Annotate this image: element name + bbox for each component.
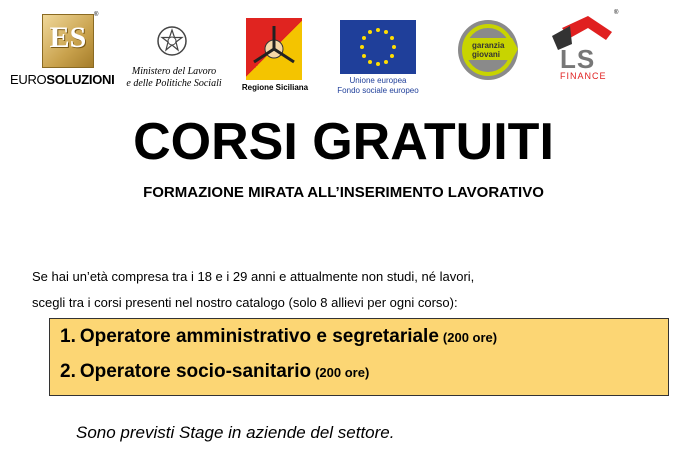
ls-finance-word: FINANCE: [560, 71, 607, 81]
page-subtitle: FORMAZIONE MIRATA ALL’INSERIMENTO LAVORATIVO: [143, 184, 544, 201]
course-item: [60, 326, 497, 348]
stage-note: Sono previsti Stage in aziende del settore.: [76, 423, 395, 442]
ministero-line2: e delle Politiche Sociali: [126, 78, 222, 89]
ministero-line1: Ministero del Lavoro: [131, 66, 217, 77]
course-hours: (200 ore): [315, 365, 370, 380]
eurosoluzioni-name-part2: SOLUZIONI: [46, 72, 115, 87]
course-item: [60, 361, 369, 383]
garanzia-line2: giovani: [472, 50, 501, 59]
es-mark: ES: [49, 21, 87, 54]
logo-strip: [0, 0, 687, 100]
course-number: 1.: [60, 326, 76, 347]
page-title: CORSI GRATUITI: [133, 113, 554, 171]
eu-line2: Fondo sociale europeo: [337, 86, 419, 95]
course-hours: (200 ore): [442, 330, 498, 345]
garanzia-text: [472, 41, 504, 59]
ministero-text: [118, 66, 230, 90]
eu-text: [330, 76, 426, 96]
eurosoluzioni-name: [10, 72, 114, 87]
course-number: 2.: [60, 361, 76, 382]
registered-mark: ®: [94, 12, 99, 18]
intro-text: [32, 264, 474, 316]
garanzia-line1: garanzia: [472, 41, 505, 50]
ls-letters: LS: [560, 44, 596, 74]
italian-republic-emblem-icon: [155, 24, 189, 58]
intro-line1: Se hai un’età compresa tra i 18 e i 29 anni e attualmente non studi, né lavori,: [32, 269, 475, 284]
eurosoluzioni-name-part1: EURO: [10, 72, 47, 87]
course-list: [49, 318, 669, 396]
eu-stars-icon: [340, 20, 416, 74]
eurosoluzioni-logo: [42, 14, 94, 68]
eu-flag: [340, 20, 416, 74]
trinacria-icon: [246, 18, 302, 80]
intro-line2: scegli tra i corsi presenti nel nostro catalogo (solo 8 allievi per ogni corso):: [32, 295, 458, 310]
course-name: Operatore socio-sanitario: [79, 361, 312, 382]
regione-siciliana-flag: [246, 18, 302, 80]
eu-line1: Unione europea: [349, 76, 407, 85]
regione-label: Regione Siciliana: [241, 83, 309, 92]
ls-registered-mark: ®: [614, 10, 619, 16]
course-name: Operatore amministrativo e segretariale: [79, 326, 439, 347]
